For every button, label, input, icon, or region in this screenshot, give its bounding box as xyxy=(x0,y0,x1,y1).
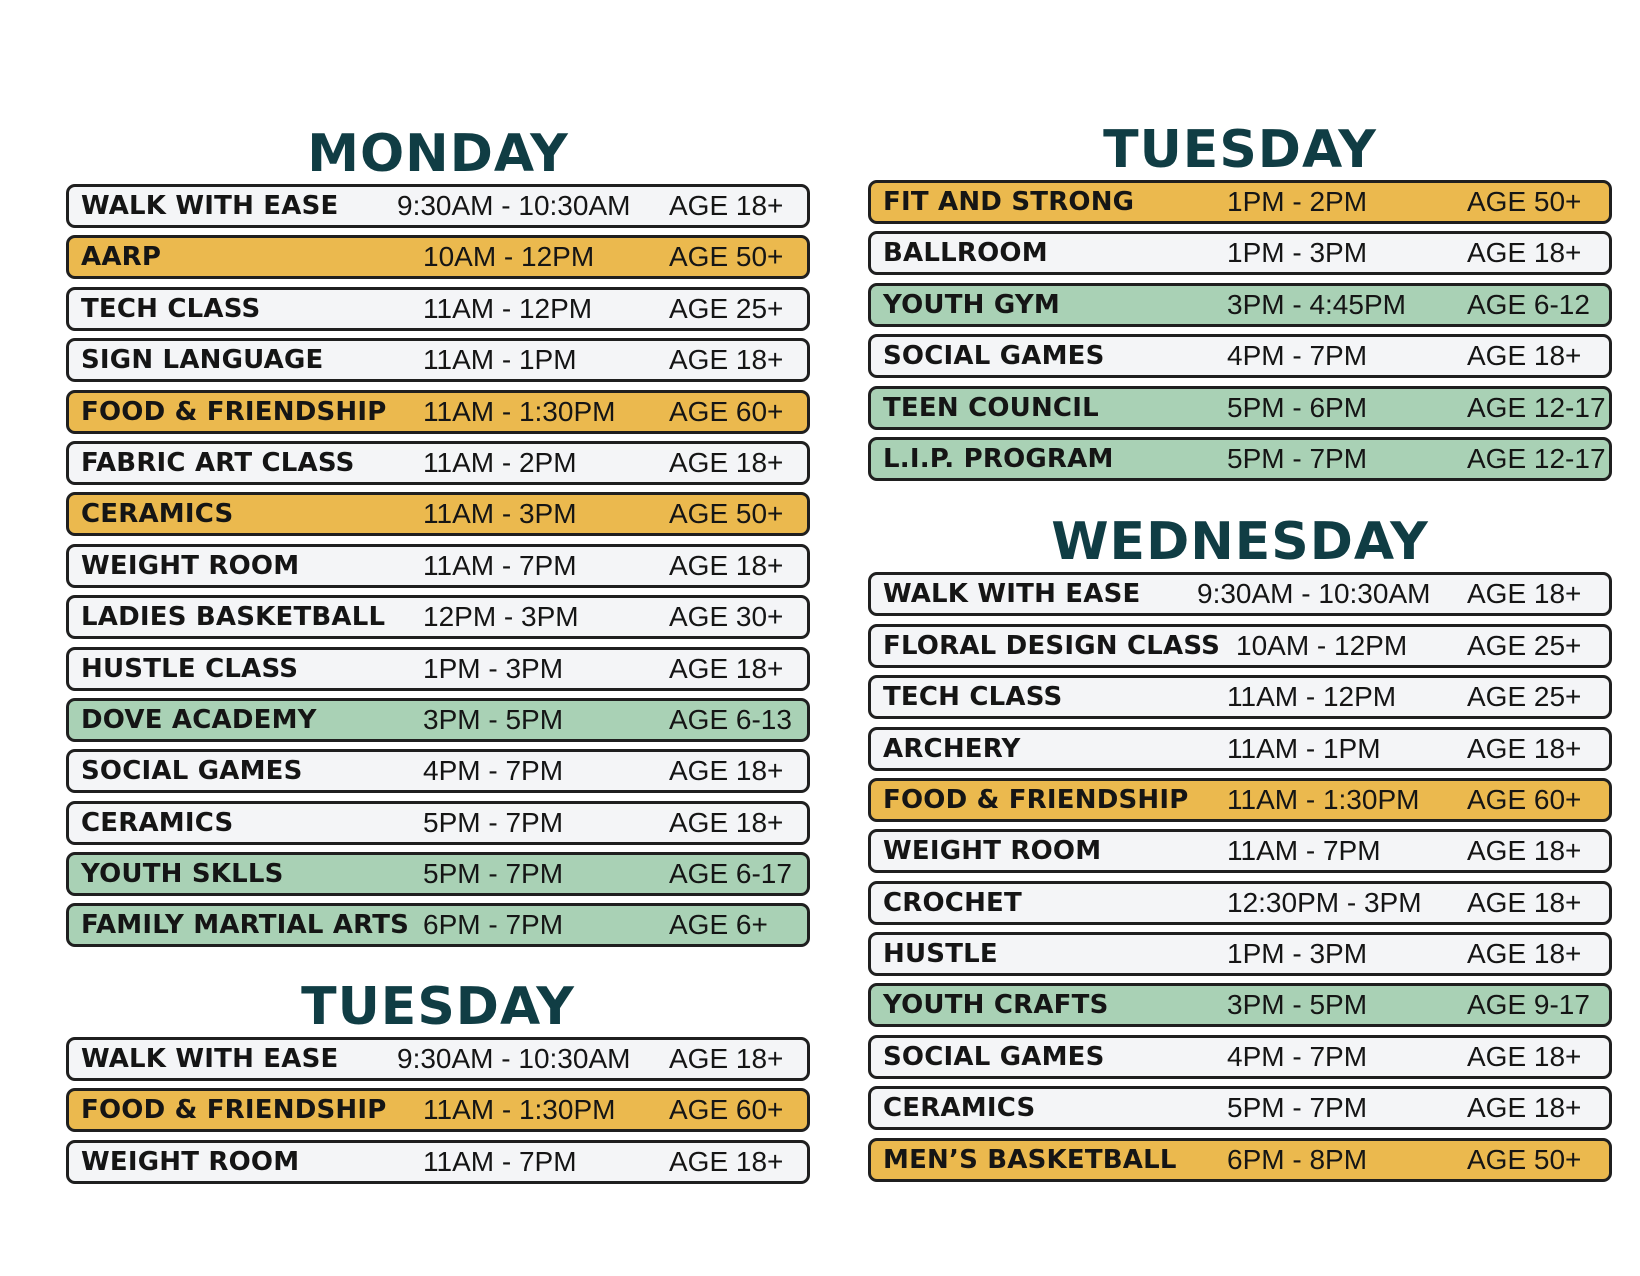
class-age: AGE 50+ xyxy=(669,241,784,273)
class-name: SOCIAL GAMES xyxy=(81,756,303,787)
class-name: WALK WITH EASE xyxy=(81,1043,339,1074)
class-age: AGE 18+ xyxy=(1467,835,1582,867)
class-name: HUSTLE xyxy=(883,939,998,970)
class-age: AGE 60+ xyxy=(669,1094,784,1126)
class-age: AGE 18+ xyxy=(1467,1040,1582,1072)
class-age: AGE 6-17 xyxy=(669,858,792,890)
schedule-row xyxy=(66,801,810,845)
schedule-row xyxy=(868,180,1612,224)
class-time: 10AM - 12PM xyxy=(1236,629,1408,661)
class-name: MEN’S BASKETBALL xyxy=(883,1144,1177,1175)
class-time: 12:30PM - 3PM xyxy=(1227,886,1422,918)
class-name: FLORAL DESIGN CLASS xyxy=(883,630,1221,661)
class-time: 11AM - 7PM xyxy=(423,549,577,581)
class-age: AGE 25+ xyxy=(669,292,784,324)
class-time: 1PM - 3PM xyxy=(1227,938,1368,970)
class-age: AGE 18+ xyxy=(1467,1092,1582,1124)
schedule-row xyxy=(868,572,1612,616)
class-age: AGE 18+ xyxy=(669,652,784,684)
class-name: CERAMICS xyxy=(883,1093,1036,1124)
class-time: 6PM - 7PM xyxy=(423,909,564,941)
schedule-row xyxy=(66,338,810,382)
class-name: CROCHET xyxy=(883,887,1022,918)
schedule-row xyxy=(868,231,1612,275)
class-age: AGE 18+ xyxy=(669,1042,784,1074)
schedule-row xyxy=(868,1086,1612,1130)
class-time: 12PM - 3PM xyxy=(423,601,579,633)
class-age: AGE 9-17 xyxy=(1467,989,1590,1021)
schedule-row xyxy=(868,778,1612,822)
class-name: FIT AND STRONG xyxy=(883,187,1135,217)
class-time: 11AM - 1PM xyxy=(423,344,577,376)
class-age: AGE 18+ xyxy=(1467,938,1582,970)
schedule-row xyxy=(868,727,1612,771)
class-time: 11AM - 12PM xyxy=(1227,681,1397,713)
wednesday-schedule xyxy=(868,572,1612,1181)
class-age: AGE 18+ xyxy=(669,549,784,581)
class-name: FABRIC ART CLASS xyxy=(81,447,355,478)
class-time: 9:30AM - 10:30AM xyxy=(1197,578,1431,610)
class-time: 10AM - 12PM xyxy=(423,241,595,273)
tuesday-schedule-left xyxy=(66,1037,810,1184)
monday-heading: MONDAY xyxy=(307,124,569,184)
schedule-row xyxy=(66,492,810,536)
schedule-row xyxy=(66,184,810,228)
class-age: AGE 30+ xyxy=(669,601,784,633)
schedule-row xyxy=(66,235,810,279)
class-name: CERAMICS xyxy=(81,499,234,530)
class-name: HUSTLE CLASS xyxy=(81,653,299,684)
class-name: FOOD & FRIENDSHIP xyxy=(81,396,387,427)
left-column xyxy=(66,126,810,1191)
class-time: 11AM - 7PM xyxy=(1227,835,1381,867)
class-name: WEIGHT ROOM xyxy=(81,550,300,581)
wednesday-heading: WEDNESDAY xyxy=(1051,512,1429,573)
class-age: AGE 50+ xyxy=(1467,186,1582,217)
right-column xyxy=(868,122,1612,1189)
class-time: 4PM - 7PM xyxy=(1227,1040,1368,1072)
class-age: AGE 6-13 xyxy=(669,703,792,735)
class-age: AGE 12-17 xyxy=(1467,442,1606,474)
class-age: AGE 60+ xyxy=(669,395,784,427)
class-time: 11AM - 2PM xyxy=(423,446,577,478)
class-name: CERAMICS xyxy=(81,807,234,838)
class-name: WALK WITH EASE xyxy=(81,191,339,221)
class-name: YOUTH CRAFTS xyxy=(883,990,1109,1021)
class-time: 11AM - 7PM xyxy=(423,1145,577,1177)
class-age: AGE 18+ xyxy=(1467,732,1582,764)
class-time: 9:30AM - 10:30AM xyxy=(397,1042,631,1074)
class-age: AGE 18+ xyxy=(1467,340,1582,372)
class-name: BALLROOM xyxy=(883,238,1048,269)
class-name: SIGN LANGUAGE xyxy=(81,345,324,376)
class-age: AGE 25+ xyxy=(1467,629,1582,661)
class-time: 11AM - 12PM xyxy=(423,292,593,324)
schedule-row xyxy=(868,675,1612,719)
class-name: WALK WITH EASE xyxy=(883,579,1141,610)
class-age: AGE 18+ xyxy=(669,1145,784,1177)
class-time: 11AM - 3PM xyxy=(423,498,577,530)
schedule-row xyxy=(868,283,1612,327)
schedule-row xyxy=(66,903,810,947)
class-name: TEEN COUNCIL xyxy=(883,392,1099,423)
class-age: AGE 6+ xyxy=(669,909,768,941)
schedule-row xyxy=(868,624,1612,668)
tuesday-schedule-right xyxy=(868,180,1612,481)
tuesday-heading: TUESDAY xyxy=(1103,120,1377,180)
class-time: 5PM - 7PM xyxy=(1227,1092,1368,1124)
schedule-row xyxy=(66,390,810,434)
class-time: 11AM - 1:30PM xyxy=(1227,783,1420,815)
tuesday-heading: TUESDAY xyxy=(301,976,575,1037)
class-name: FOOD & FRIENDSHIP xyxy=(883,784,1189,815)
class-age: AGE 18+ xyxy=(1467,237,1582,269)
schedule-row xyxy=(868,932,1612,976)
class-age: AGE 18+ xyxy=(669,806,784,838)
class-time: 3PM - 4:45PM xyxy=(1227,288,1406,320)
class-time: 5PM - 6PM xyxy=(1227,391,1368,423)
class-age: AGE 6-12 xyxy=(1467,288,1590,320)
class-name: AARP xyxy=(81,242,162,273)
class-name: FOOD & FRIENDSHIP xyxy=(81,1095,387,1126)
class-time: 1PM - 3PM xyxy=(1227,237,1368,269)
schedule-row xyxy=(868,1138,1612,1182)
class-age: AGE 12-17 xyxy=(1467,391,1606,423)
class-time: 11AM - 1PM xyxy=(1227,732,1381,764)
class-time: 5PM - 7PM xyxy=(423,858,564,890)
class-name: SOCIAL GAMES xyxy=(883,341,1105,372)
schedule-row xyxy=(66,1037,810,1081)
schedule-row xyxy=(868,829,1612,873)
class-time: 3PM - 5PM xyxy=(1227,989,1368,1021)
class-time: 5PM - 7PM xyxy=(1227,442,1368,474)
schedule-row xyxy=(868,983,1612,1027)
monday-schedule xyxy=(66,184,810,947)
class-time: 6PM - 8PM xyxy=(1227,1143,1368,1175)
schedule-row xyxy=(66,1088,810,1132)
class-name: WEIGHT ROOM xyxy=(883,836,1102,867)
class-name: YOUTH SKLLS xyxy=(81,859,284,890)
class-age: AGE 50+ xyxy=(669,498,784,530)
class-time: 11AM - 1:30PM xyxy=(423,395,616,427)
class-time: 5PM - 7PM xyxy=(423,806,564,838)
schedule-row xyxy=(868,437,1612,481)
class-time: 1PM - 3PM xyxy=(423,652,564,684)
class-name: YOUTH GYM xyxy=(883,289,1060,320)
class-age: AGE 50+ xyxy=(1467,1143,1582,1175)
schedule-row xyxy=(66,698,810,742)
schedule-row xyxy=(66,441,810,485)
class-time: 3PM - 5PM xyxy=(423,703,564,735)
class-time: 4PM - 7PM xyxy=(423,755,564,787)
class-name: LADIES BASKETBALL xyxy=(81,602,386,633)
class-age: AGE 18+ xyxy=(669,190,784,221)
schedule-row xyxy=(66,287,810,331)
class-name: TECH CLASS xyxy=(883,682,1063,713)
class-age: AGE 25+ xyxy=(1467,681,1582,713)
class-age: AGE 60+ xyxy=(1467,783,1582,815)
class-time: 11AM - 1:30PM xyxy=(423,1094,616,1126)
class-name: DOVE ACADEMY xyxy=(81,704,317,735)
class-time: 9:30AM - 10:30AM xyxy=(397,190,631,221)
schedule-row xyxy=(66,1140,810,1184)
schedule-row xyxy=(868,386,1612,430)
schedule-row xyxy=(66,595,810,639)
class-name: WEIGHT ROOM xyxy=(81,1146,300,1177)
class-age: AGE 18+ xyxy=(669,344,784,376)
class-age: AGE 18+ xyxy=(669,446,784,478)
class-name: TECH CLASS xyxy=(81,293,261,324)
class-age: AGE 18+ xyxy=(669,755,784,787)
schedule-row xyxy=(66,749,810,793)
class-age: AGE 18+ xyxy=(1467,886,1582,918)
schedule-row xyxy=(66,647,810,691)
class-name: FAMILY MARTIAL ARTS xyxy=(81,910,410,941)
class-time: 4PM - 7PM xyxy=(1227,340,1368,372)
schedule-row xyxy=(868,1035,1612,1079)
class-time: 1PM - 2PM xyxy=(1227,186,1368,217)
schedule-row xyxy=(868,881,1612,925)
class-age: AGE 18+ xyxy=(1467,578,1582,610)
class-name: L.I.P. PROGRAM xyxy=(883,443,1114,474)
class-name: SOCIAL GAMES xyxy=(883,1041,1105,1072)
schedule-row xyxy=(66,544,810,588)
schedule-row xyxy=(66,852,810,896)
class-name: ARCHERY xyxy=(883,733,1021,764)
schedule-row xyxy=(868,334,1612,378)
